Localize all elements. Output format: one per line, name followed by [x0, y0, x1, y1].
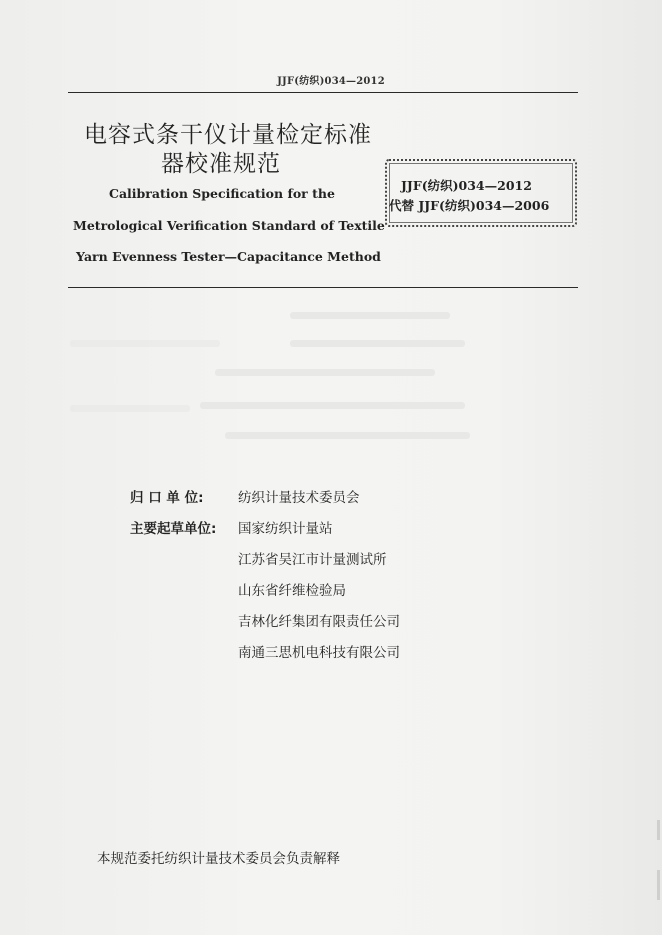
show-through-mark: [70, 405, 190, 412]
responsible-unit-label: 归 口 单 位:: [130, 490, 204, 506]
title-rule: [68, 287, 578, 288]
show-through-mark: [215, 369, 435, 376]
chinese-title-line-2: 器校准规范: [161, 151, 281, 177]
show-through-mark: [290, 340, 465, 347]
drafting-unit-item: 南通三思机电科技有限公司: [238, 645, 400, 661]
replaces-code: 代替 JJF(纺织)034—2006: [389, 198, 550, 213]
responsible-unit-value: 纺织计量技术委员会: [238, 490, 360, 506]
show-through-mark: [200, 402, 465, 409]
show-through-mark: [70, 340, 220, 347]
drafting-unit-label: 主要起草单位:: [130, 521, 217, 537]
chinese-title-line-1: 电容式条干仪计量检定标准: [84, 122, 372, 148]
standard-code-box: [385, 159, 577, 227]
running-header: JJF(纺织)034—2012: [277, 76, 385, 87]
show-through-mark: [290, 312, 450, 319]
drafting-unit-item: 山东省纤维检验局: [238, 583, 346, 599]
english-title-line-2: Metrological Verification Standard of Textile: [73, 218, 385, 233]
standard-code: JJF(纺织)034—2012: [401, 178, 532, 193]
page-edge-mark: [657, 870, 660, 900]
drafting-unit-item: 江苏省吴江市计量测试所: [238, 552, 387, 568]
show-through-mark: [225, 432, 470, 439]
drafting-unit-item: 吉林化纤集团有限责任公司: [238, 614, 400, 630]
english-title-line-1: Calibration Specification for the: [109, 186, 335, 201]
english-title-line-3: Yarn Evenness Tester—Capacitance Method: [76, 249, 381, 264]
header-rule: [68, 92, 578, 93]
interpretation-note: 本规范委托纺织计量技术委员会负责解释: [97, 851, 340, 867]
page-edge-mark: [657, 820, 660, 840]
drafting-unit-item: 国家纺织计量站: [238, 521, 333, 537]
